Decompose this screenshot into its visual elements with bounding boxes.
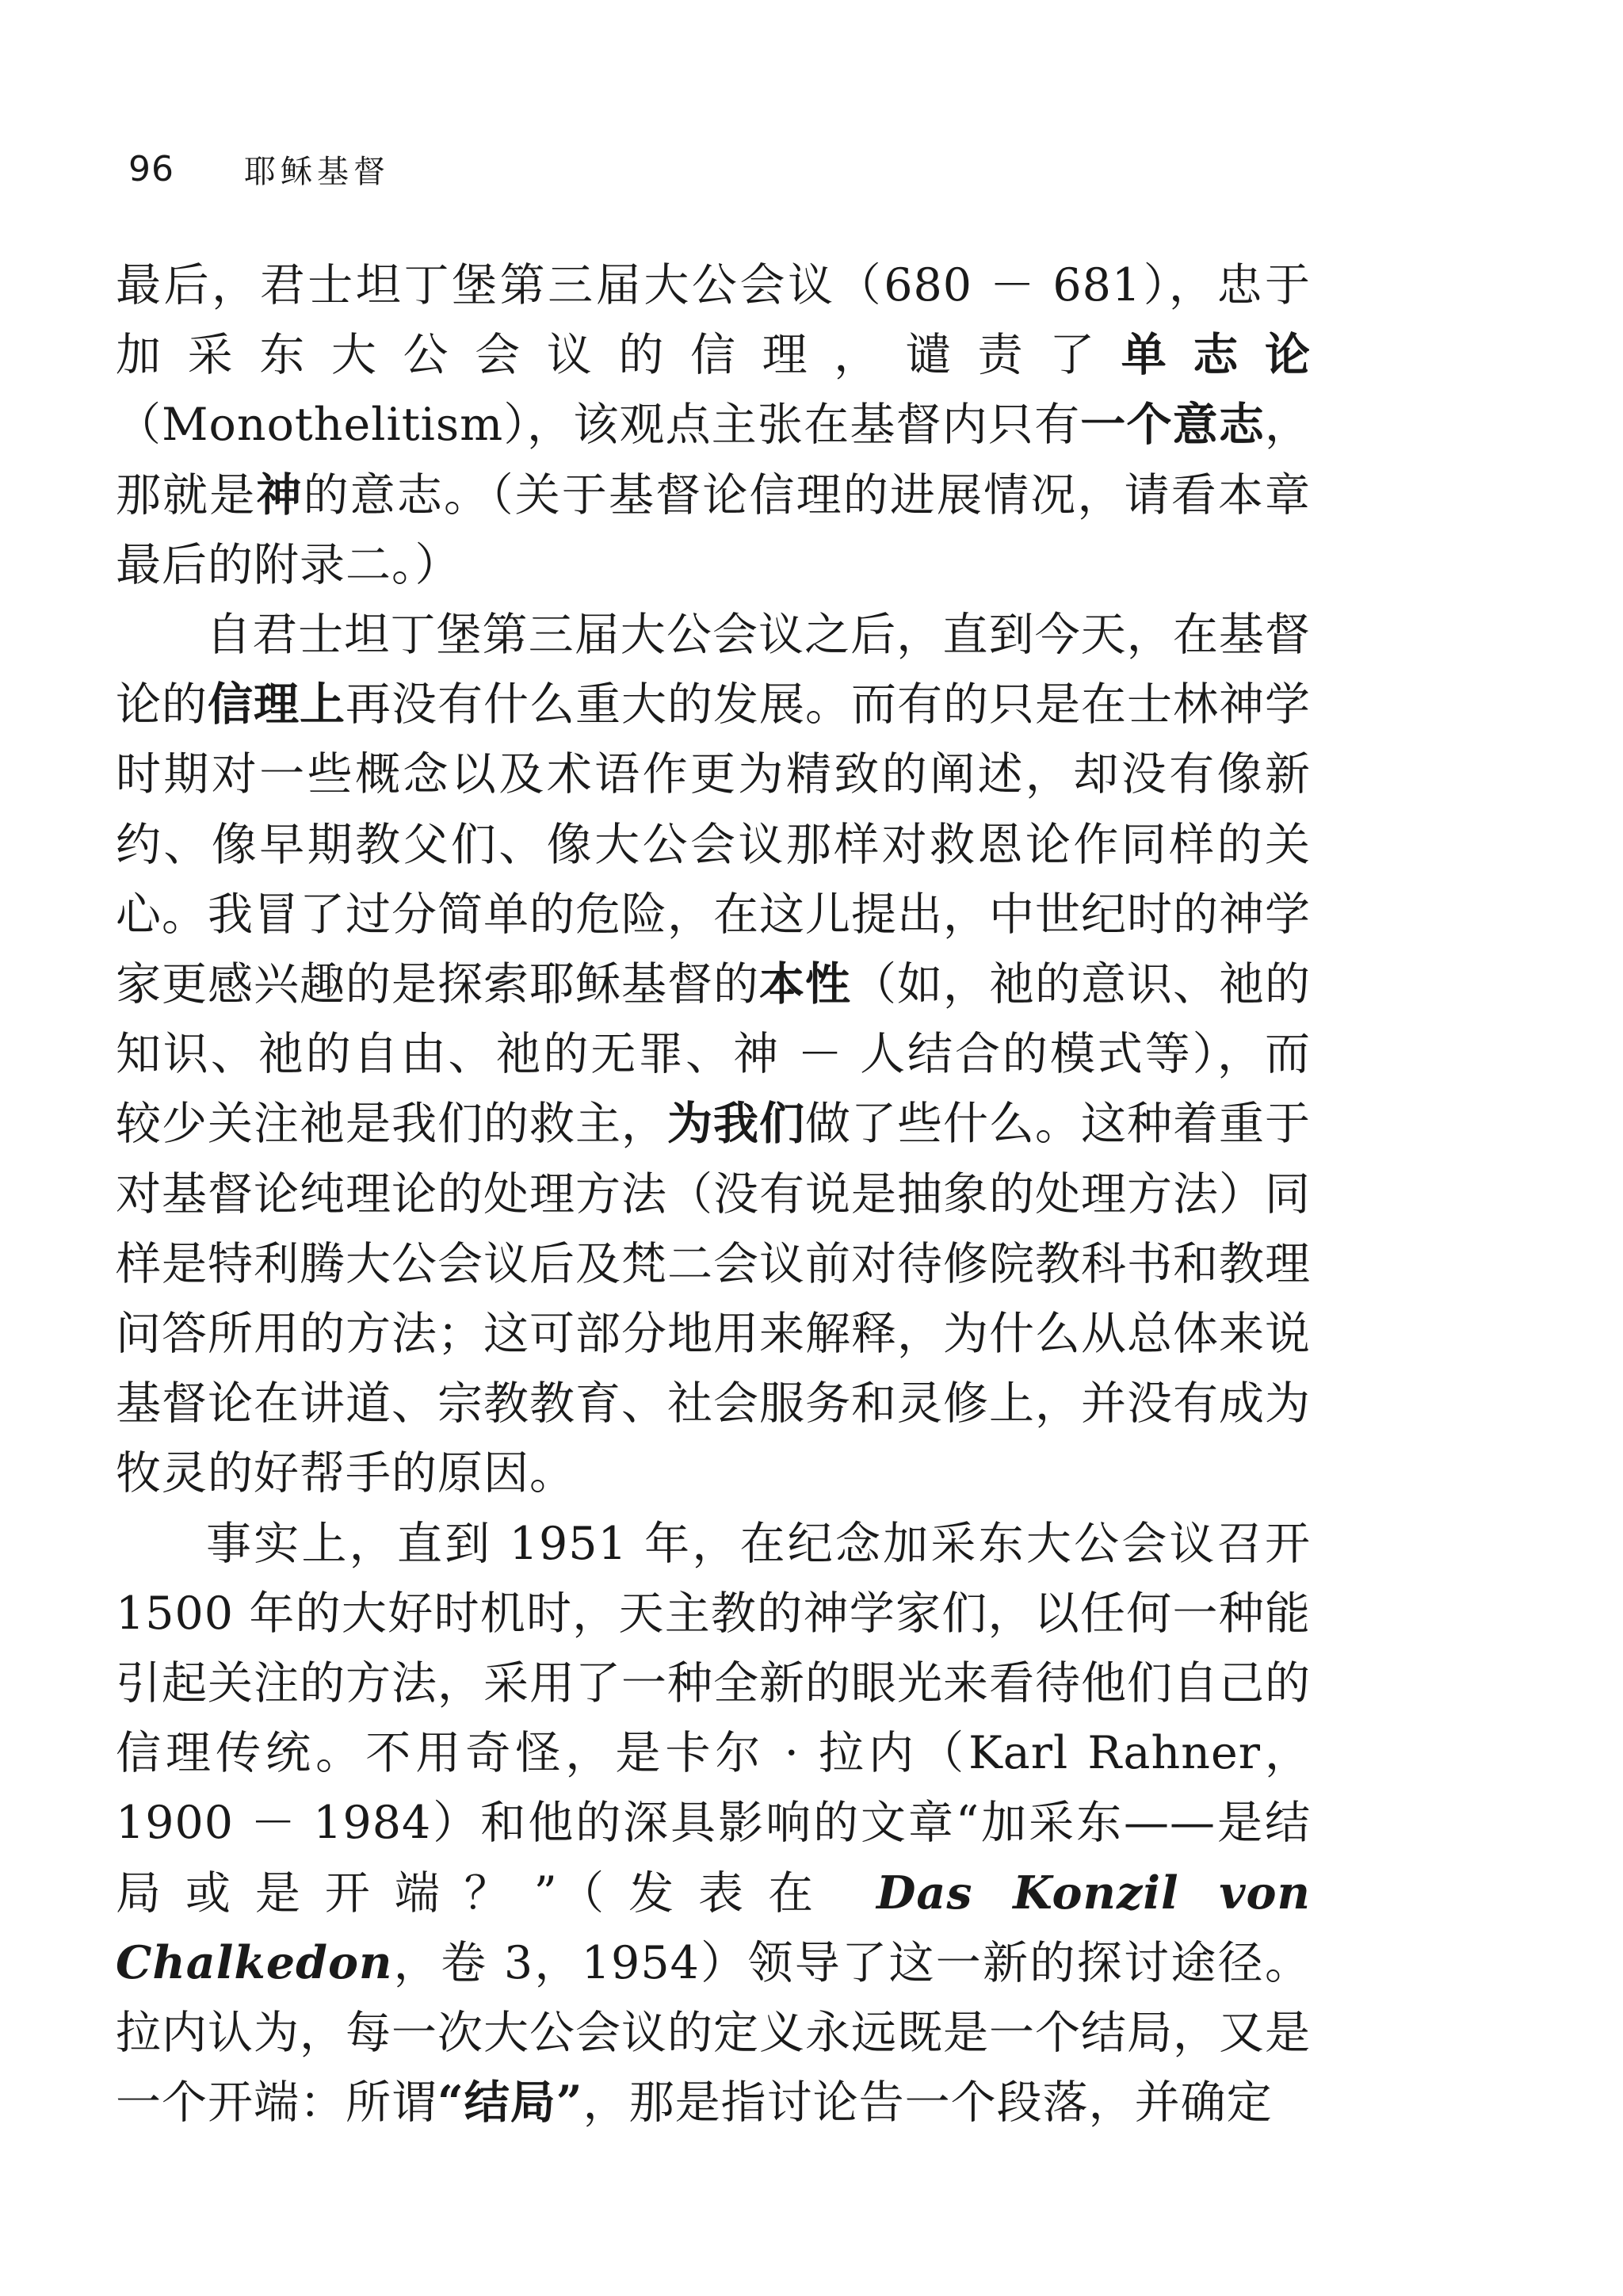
- text-segment-bold: 本性: [759, 957, 851, 1011]
- text-segment: ，那是指讨论告一个段落，并确定: [582, 2076, 1273, 2130]
- text-segment: 最后，君士坦丁堡第三届大公会议（680 － 681），忠于加采东大公会议的信理，谴责了: [116, 259, 1311, 382]
- text-segment: ，卷 3，1954）领导了这一新的探讨途径。拉内认为，每一次大公会议的定义永远既是一个结局，又是一个开端：所谓: [116, 1936, 1311, 2130]
- book-title: Das Konzil von Chalkedon: [116, 1866, 1311, 1989]
- text-segment-bold: 信理上: [208, 678, 346, 732]
- page-number: 96: [128, 148, 174, 189]
- text-segment: （如，祂的意识、祂的知识、祂的自由、祂的无罪、神 － 人结合的模式等），而较少关注祂是我们的救主，: [116, 958, 1311, 1151]
- paragraph-1: [116, 250, 1311, 600]
- text-segment-bold: 为我们: [667, 1097, 805, 1151]
- text-segment: ，那就是: [116, 399, 1312, 521]
- page-header: [128, 141, 390, 197]
- text-segment: 事实上，直到 1951 年，在纪念加采东大公会议召开 1500 年的大好时机时，天主教的神学家们，以任何一种能引起关注的方法，采用了一种全新的眼光来看待他们自己的信理传统。不用奇怪，是卡尔 · 拉内（Karl Rahner，1900 － 1984）和他的深具影响的文章“加采东——是结局或是开端？”（发表在: [116, 1517, 1311, 1920]
- text-segment-bold: “结局”: [437, 2076, 583, 2130]
- text-segment: 做了些什么。这种着重于对基督论纯理论的处理方法（没有说是抽象的处理方法）同样是特利腾大公会议后及梵二会议前对待修院教科书和教理问答所用的方法；这可部分地用来解释，为什么从总体来说基督论在讲道、宗教教育、社会服务和灵修上，并没有成为牧灵的好帮手的原因。: [116, 1098, 1311, 1500]
- text-segment-bold: 单志论: [1121, 328, 1311, 382]
- body-text: [116, 250, 1311, 2137]
- text-segment: 的意志。（关于基督论信理的进展情况，请看本章最后的附录二。）: [116, 468, 1312, 591]
- paragraph-3: [116, 1509, 1311, 2138]
- running-title: 耶稣基督: [244, 153, 390, 190]
- text-segment: 自君士坦丁堡第三届大公会议之后，直到今天，在基督论的: [116, 609, 1311, 732]
- text-segment-bold: 一个意志: [1080, 398, 1266, 452]
- text-segment: （Monothelitism），该观点主张在基督内只有: [116, 399, 1081, 452]
- text-segment: 再没有什么重大的发展。而有的只是在士林神学时期对一些概念以及术语作更为精致的阐述，却没有像新约、像早期教父们、像大公会议那样对救恩论作同样的关心。我冒了过分简单的危险，在这儿提出，中世纪时的神学家更感兴趣的是探索耶稣基督的: [116, 678, 1311, 1011]
- paragraph-2: [116, 600, 1311, 1509]
- text-segment-bold: 神: [256, 468, 304, 521]
